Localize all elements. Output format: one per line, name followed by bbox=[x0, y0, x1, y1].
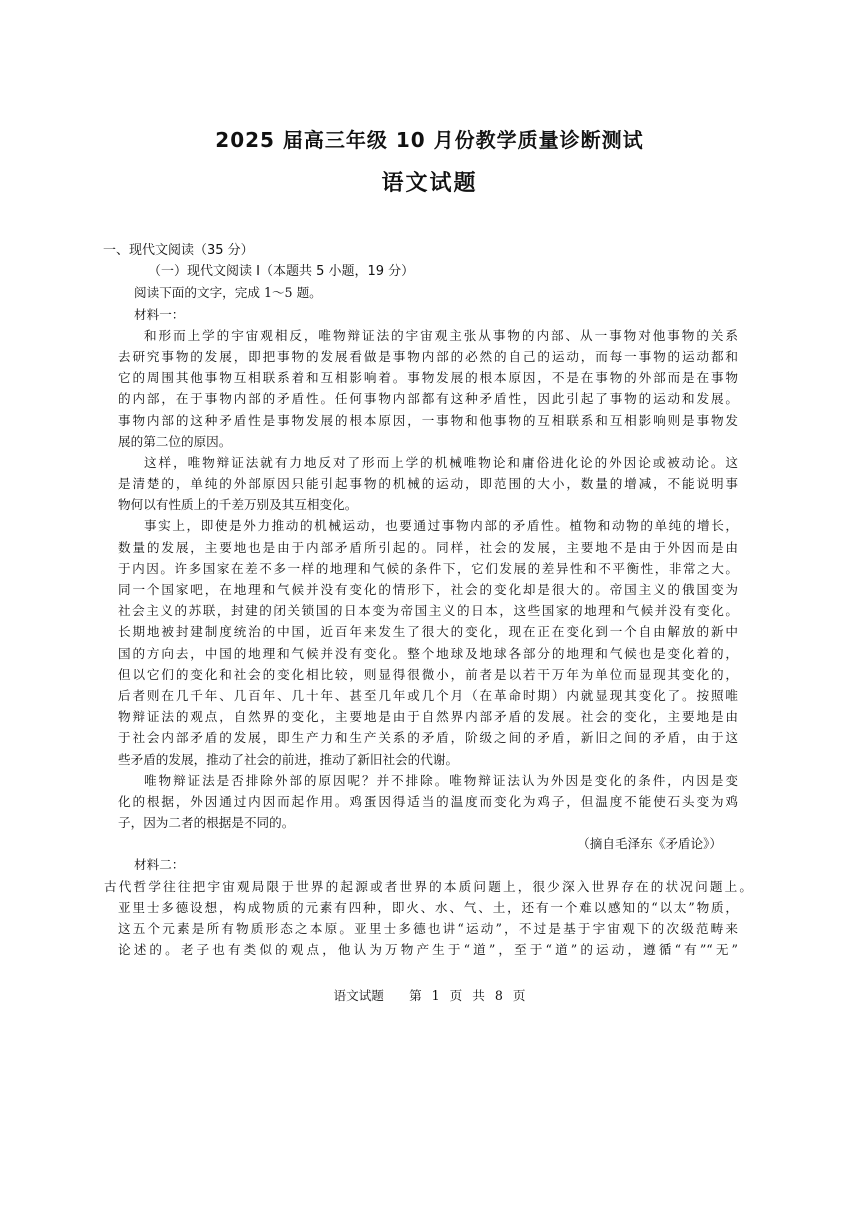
text-line: 论述的。老子也有类似的观点，他认为万物产生于“道”，至于“道”的运动，遵循“有”“无” bbox=[118, 942, 738, 958]
text-line: 展的第二位的原因。 bbox=[118, 433, 232, 449]
page-footer: 语文试题 第 1 页 共 8 页 bbox=[333, 988, 526, 1003]
text-line: 事物内部的这种矛盾性是事物发展的根本原因，一事物和他事物的互相联系和互相影响则是事物发 bbox=[118, 412, 738, 428]
text-line: 数量的发展，主要地也是由于内部矛盾所引起的。同样，社会的发展，主要地不是由于外因而是由 bbox=[118, 539, 738, 555]
text-line: 去研究事物的发展，即把事物的发展看做是事物内部的必然的自己的运动，而每一事物的运动都和 bbox=[118, 348, 738, 364]
text-line: 些矛盾的发展，推动了社会的前进，推动了新旧社会的代谢。 bbox=[118, 751, 459, 767]
text-line: 子，因为二者的根据是不同的。 bbox=[118, 815, 295, 831]
text-line: 社会主义的苏联，封建的闭关锁国的日本变为帝国主义的日本，这些国家的地理和气候并没有变化。 bbox=[118, 603, 738, 619]
text-line: 这样，唯物辩证法就有力地反对了形而上学的机械唯物论和庸俗进化论的外因论或被动论。这 bbox=[144, 454, 738, 470]
text-line: 它的周围其他事物互相联系着和互相影响着。事物发展的根本原因，不是在事物的外部而是在事物 bbox=[118, 370, 738, 386]
text-line: 的内部，在于事物内部的矛盾性。任何事物内部都有这种矛盾性，因此引起了事物的运动和发展。 bbox=[118, 391, 738, 407]
text-line: 长期地被封建制度统治的中国，近百年来发生了很大的变化，现在正在变化到一个自由解放的新中 bbox=[118, 624, 738, 640]
text-line: 于社会内部矛盾的发展，即生产力和生产关系的矛盾，阶级之间的矛盾，新旧之间的矛盾，由于这 bbox=[118, 730, 738, 746]
text-line: 于内因。许多国家在差不多一样的地理和气候的条件下，它们发展的差异性和不平衡性，非常之大。 bbox=[118, 560, 738, 576]
material1-source: （摘自毛泽东《矛盾论》） bbox=[577, 836, 722, 852]
exam-title: 2025 届高三年级 10 月份教学质量诊断测试 bbox=[215, 128, 644, 152]
text-line: 国的方向去，中国的地理和气候并没有变化。整个地球及地球各部分的地理和气候也是变化着的， bbox=[118, 645, 738, 661]
text-line: 和形而上学的宇宙观相反，唯物辩证法的宇宙观主张从事物的内部、从一事物对他事物的关系 bbox=[144, 327, 738, 343]
text-line: 唯物辩证法是否排除外部的原因呢？并不排除。唯物辩证法认为外因是变化的条件，内因是变 bbox=[144, 772, 738, 788]
material1-label: 材料一： bbox=[134, 306, 185, 322]
exam-content bbox=[103, 240, 752, 960]
text-line: 后者则在几千年、几百年、几十年、甚至几年或几个月（在革命时期）内就显现其变化了。按照唯 bbox=[118, 687, 738, 703]
material2-label: 材料二： bbox=[134, 857, 185, 873]
text-line: 但以它们的变化和社会的变化相比较，则显得很微小，前者是以若干万年为单位而显现其变化的， bbox=[118, 666, 738, 682]
subsection-heading: （一）现代文阅读 I（本题共 5 小题，19 分） bbox=[148, 264, 415, 280]
text-line: 物何以有性质上的千差万别及其互相变化。 bbox=[118, 497, 358, 513]
text-line: 同一个国家吧，在地理和气候并没有变化的情形下，社会的变化却是很大的。帝国主义的俄国变为 bbox=[118, 582, 738, 597]
text-line: 古代哲学往往把宇宙观局限于世界的起源或者世界的本质问题上，很少深入世界存在的状况问题上。 bbox=[104, 878, 752, 894]
text-line: 是清楚的，单纯的外部原因只能引起事物的机械的运动，即范围的大小，数量的增减，不能说明事 bbox=[118, 476, 738, 492]
text-line: 亚里士多德设想，构成物质的元素有四种，即火、水、气、土，还有一个难以感知的“以太”物质， bbox=[118, 899, 738, 915]
subject-title: 语文试题 bbox=[381, 171, 478, 196]
text-line: 这五个元素是所有物质形态之本原。亚里士多德也讲“运动”，不过是基于宇宙观下的次级范畴来 bbox=[118, 921, 738, 936]
text-line: 事实上，即使是外力推动的机械运动，也要通过事物内部的矛盾性。植物和动物的单纯的增长， bbox=[144, 518, 738, 534]
reading-instruction: 阅读下面的文字，完成 1～5 题。 bbox=[134, 285, 322, 301]
text-line: 化的根据，外因通过内因而起作用。鸡蛋因得适当的温度而变化为鸡子，但温度不能使石头变为鸡 bbox=[118, 793, 738, 809]
section-heading: 一、现代文阅读（35 分） bbox=[103, 243, 254, 258]
text-line: 物辩证法的观点，自然界的变化，主要地是由于自然界内部矛盾的发展。社会的变化，主要地是由 bbox=[118, 709, 738, 725]
